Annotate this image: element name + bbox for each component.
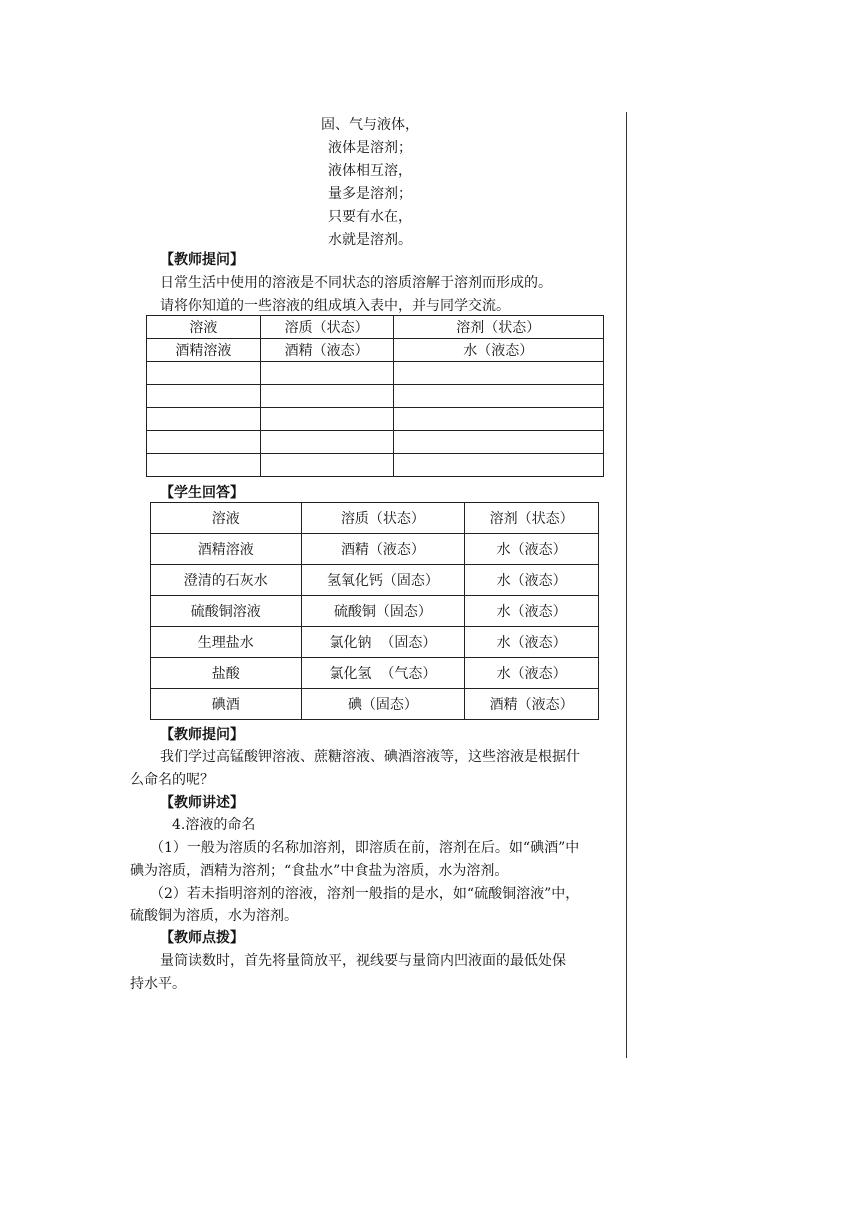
poem-line: 固、气与液体， xyxy=(321,117,419,133)
paragraph-line: 持水平。 xyxy=(130,976,186,992)
table-cell xyxy=(147,408,261,431)
poem-line: 液体相互溶， xyxy=(328,163,412,179)
table-cell xyxy=(147,454,261,477)
table-header-cell: 溶液 xyxy=(151,503,302,534)
table-row xyxy=(147,454,604,477)
paragraph-line: 么命名的呢？ xyxy=(130,772,214,788)
table-cell xyxy=(393,454,603,477)
table-header-cell: 溶剂（状态） xyxy=(393,316,603,339)
table-header-row xyxy=(147,316,604,339)
table-cell: 水（液态） xyxy=(465,534,599,565)
table-row xyxy=(151,534,599,565)
table-row xyxy=(151,565,599,596)
table-cell xyxy=(393,385,603,408)
fill-in-table xyxy=(146,315,604,477)
table-row xyxy=(151,689,599,720)
paragraph-line: 碘为溶质，酒精为溶剂；“食盐水”中食盐为溶质，水为溶剂。 xyxy=(130,863,509,879)
table-cell xyxy=(147,362,261,385)
poem-line: 液体是溶剂； xyxy=(328,140,412,156)
table-cell: 酒精溶液 xyxy=(151,534,302,565)
paragraph-line: 请将你知道的一些溶液的组成填入表中，并与同学交流。 xyxy=(160,298,510,314)
paragraph-line: （1）一般为溶质的名称加溶剂，即溶质在前，溶剂在后。如“碘酒”中 xyxy=(150,840,580,856)
answer-table xyxy=(150,502,599,720)
table-cell xyxy=(393,362,603,385)
table-cell: 硫酸铜（固态） xyxy=(301,596,465,627)
table-row xyxy=(151,658,599,689)
table-cell: 碘酒 xyxy=(151,689,302,720)
table-header-cell: 溶质（状态） xyxy=(260,316,393,339)
paragraph-line: 我们学过高锰酸钾溶液、蔗糖溶液、碘酒溶液等，这些溶液是根据什 xyxy=(160,749,580,765)
table-cell xyxy=(393,431,603,454)
teacher-explanation-heading: 【教师讲述】 xyxy=(160,795,244,811)
student-answer-heading: 【学生回答】 xyxy=(160,485,244,501)
table-cell: 水（液态） xyxy=(465,565,599,596)
table-row xyxy=(147,431,604,454)
table-cell: 碘（固态） xyxy=(301,689,465,720)
teacher-question-heading: 【教师提问】 xyxy=(160,252,244,268)
table-cell xyxy=(147,385,261,408)
table-row xyxy=(151,596,599,627)
paragraph-line: 日常生活中使用的溶液是不同状态的溶质溶解于溶剂而形成的。 xyxy=(160,275,552,291)
table-cell xyxy=(147,431,261,454)
table-cell xyxy=(260,408,393,431)
table-cell: 水（液态） xyxy=(465,596,599,627)
table-cell: 硫酸铜溶液 xyxy=(151,596,302,627)
right-margin-rule xyxy=(626,112,627,1058)
poem-line: 水就是溶剂。 xyxy=(328,232,412,248)
poem-line: 量多是溶剂； xyxy=(328,186,412,202)
table-cell: 酒精溶液 xyxy=(147,339,261,362)
table-header-cell: 溶液 xyxy=(147,316,261,339)
table-header-cell: 溶剂（状态） xyxy=(465,503,599,534)
section-title: 4.溶液的命名 xyxy=(172,817,256,833)
table-header-cell: 溶质（状态） xyxy=(301,503,465,534)
table-row xyxy=(147,339,604,362)
table-row xyxy=(147,362,604,385)
table-cell: 氯化钠 （固态） xyxy=(301,627,465,658)
table-cell: 氢氧化钙（固态） xyxy=(301,565,465,596)
teacher-tip-heading: 【教师点拨】 xyxy=(160,930,244,946)
table-row xyxy=(147,408,604,431)
table-cell xyxy=(260,362,393,385)
table-cell xyxy=(260,385,393,408)
table-header-row xyxy=(151,503,599,534)
table-row xyxy=(151,627,599,658)
table-cell: 澄清的石灰水 xyxy=(151,565,302,596)
poem-line: 只要有水在， xyxy=(328,209,412,225)
paragraph-line: （2）若未指明溶剂的溶液，溶剂一般指的是水，如“硫酸铜溶液”中， xyxy=(150,886,580,902)
table-cell: 酒精（液态） xyxy=(465,689,599,720)
table-cell xyxy=(260,431,393,454)
table-cell: 生理盐水 xyxy=(151,627,302,658)
table-cell xyxy=(260,454,393,477)
table-cell xyxy=(393,408,603,431)
paragraph-line: 量筒读数时，首先将量筒放平，视线要与量筒内凹液面的最低处保 xyxy=(160,953,566,969)
table-cell: 氯化氢 （气态） xyxy=(301,658,465,689)
table-cell: 盐酸 xyxy=(151,658,302,689)
paragraph-line: 硫酸铜为溶质，水为溶剂。 xyxy=(130,908,298,924)
table-cell: 酒精（液态） xyxy=(301,534,465,565)
teacher-question-heading: 【教师提问】 xyxy=(160,727,244,743)
mnemonic-poem xyxy=(300,114,440,252)
table-cell: 水（液态） xyxy=(393,339,603,362)
table-cell: 水（液态） xyxy=(465,627,599,658)
table-cell: 酒精（液态） xyxy=(260,339,393,362)
table-row xyxy=(147,385,604,408)
table-cell: 水（液态） xyxy=(465,658,599,689)
